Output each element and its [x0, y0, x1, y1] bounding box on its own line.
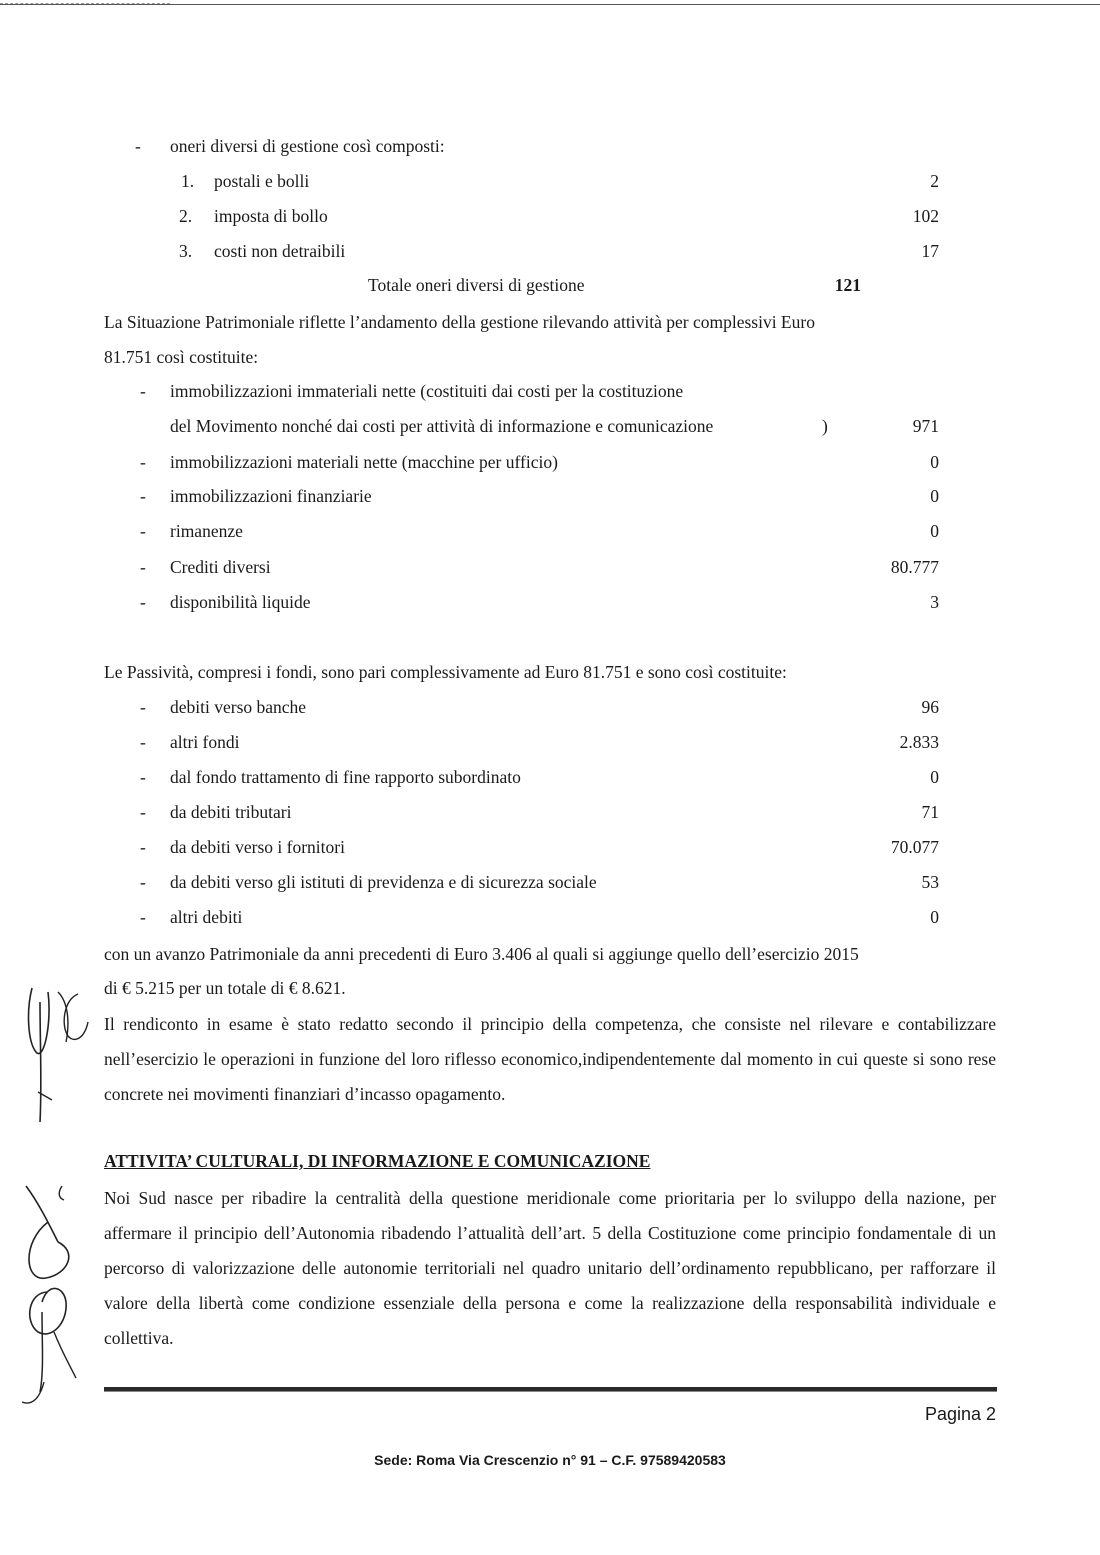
passivita-item-label: da debiti verso gli istituti di previdenza e di sicurezza sociale	[170, 872, 597, 892]
footer-address: Sede: Roma Via Crescenzio n° 91 – C.F. 97589420583	[374, 1452, 726, 1468]
passivita-item-label: altri fondi	[170, 732, 240, 752]
bullet-dash: -	[140, 732, 146, 752]
bullet-dash: -	[140, 697, 146, 717]
attivita-item-value: 971	[912, 416, 939, 436]
bullet-dash: -	[140, 521, 146, 541]
oneri-total-value: 121	[834, 275, 861, 295]
attivita-intro-line: La Situazione Patrimoniale riflette l’andamento della gestione rilevando attività per complessivi Euro	[104, 312, 815, 332]
oneri-total-label: Totale oneri diversi di gestione	[368, 275, 585, 295]
passivita-item-value: 70.077	[890, 837, 939, 857]
attivita-item-value: 3	[930, 592, 939, 612]
avanzo-line: con un avanzo Patrimoniale da anni precedenti di Euro 3.406 al quali si aggiunge quello dell’esercizio 2015	[104, 944, 859, 964]
oneri-item-label: imposta di bollo	[214, 206, 328, 226]
attivita-intro-line: 81.751 così costituite:	[104, 347, 259, 367]
attivita-item-label: immobilizzazioni immateriali nette (costituiti dai costi per la costituzione	[170, 381, 684, 401]
attivita-item-label: immobilizzazioni finanziarie	[170, 486, 372, 506]
passivita-item-label: debiti verso banche	[170, 697, 307, 717]
bullet-dash: -	[140, 767, 146, 787]
attivita-item-paren: )	[822, 416, 828, 436]
avanzo-line: di € 5.215 per un totale di € 8.621.	[104, 978, 346, 998]
handwritten-signature	[18, 1182, 88, 1422]
passivita-item-label: altri debiti	[170, 907, 243, 927]
oneri-item-number: 1.	[181, 171, 195, 191]
handwritten-initials-signature	[18, 982, 108, 1132]
scan-top-line	[0, 4, 1100, 5]
footer-rule	[104, 1387, 997, 1392]
bullet-dash: -	[140, 557, 146, 577]
bullet-dash: -	[140, 802, 146, 822]
attivita-item-value: 0	[930, 521, 939, 541]
bullet-dash: -	[140, 452, 146, 472]
bullet-dash: -	[140, 592, 146, 612]
oneri-item-value: 17	[921, 241, 939, 261]
oneri-item-label: costi non detraibili	[214, 241, 346, 261]
bullet-dash: -	[140, 837, 146, 857]
oneri-item-number: 3.	[179, 241, 193, 261]
section-body: Noi Sud nasce per ribadire la centralità della questione meridionale come prioritaria per lo sviluppo della nazione, per affermare il principio dell’Autonomia ribadendo l’attualità dell’art. 5 della Costituzione come principio fondamentale di un percorso di valorizzazione delle autonomie territoriali nel quadro unitario dell’ordinamento repubblicano, per rafforzare il valore della libertà come condizione essenziale della persona e come la realizzazione della responsabilità individuale e collettiva.	[104, 1188, 996, 1348]
bullet-dash: -	[140, 486, 146, 506]
passivita-item-value: 53	[921, 872, 939, 892]
passivita-item-label: da debiti verso i fornitori	[170, 837, 345, 857]
page-number: Pagina 2	[924, 1404, 996, 1424]
rendiconto-paragraph: Il rendiconto in esame è stato redatto secondo il principio della competenza, che consiste nel rilevare e contabilizzare nell’esercizio le operazioni in funzione del loro riflesso economico,indipendentemente dal momento in cui queste si sono rese concrete nei movimenti finanziari d’incasso opagamento.	[104, 1014, 996, 1104]
passivita-item-label: dal fondo trattamento di fine rapporto subordinato	[170, 767, 521, 787]
attivita-item-label-cont: del Movimento nonché dai costi per attività di informazione e comunicazione	[170, 416, 714, 436]
passivita-item-label: da debiti tributari	[170, 802, 292, 822]
bullet-dash: -	[140, 907, 146, 927]
oneri-item-number: 2.	[179, 206, 193, 226]
attivita-item-label: disponibilità liquide	[170, 592, 311, 612]
bullet-dash: -	[135, 136, 141, 156]
passivita-intro: Le Passività, compresi i fondi, sono pari complessivamente ad Euro 81.751 e sono così costituite:	[104, 662, 787, 682]
oneri-intro: oneri diversi di gestione così composti:	[170, 136, 445, 156]
attivita-item-value: 0	[930, 452, 939, 472]
oneri-item-value: 2	[930, 171, 939, 191]
attivita-item-label: rimanenze	[170, 521, 243, 541]
passivita-item-value: 96	[921, 697, 939, 717]
passivita-item-value: 2.833	[899, 732, 939, 752]
attivita-item-label: Crediti diversi	[170, 557, 271, 577]
passivita-item-value: 0	[930, 767, 939, 787]
section-heading: ATTIVITA’ CULTURALI, DI INFORMAZIONE E COMUNICAZIONE	[104, 1151, 651, 1171]
bullet-dash: -	[140, 381, 146, 401]
attivita-item-value: 80.777	[890, 557, 939, 577]
oneri-item-label: postali e bolli	[214, 171, 310, 191]
attivita-item-value: 0	[930, 486, 939, 506]
attivita-item-label: immobilizzazioni materiali nette (macchine per ufficio)	[170, 452, 558, 472]
bullet-dash: -	[140, 872, 146, 892]
oneri-item-value: 102	[912, 206, 939, 226]
passivita-item-value: 71	[921, 802, 939, 822]
passivita-item-value: 0	[930, 907, 939, 927]
